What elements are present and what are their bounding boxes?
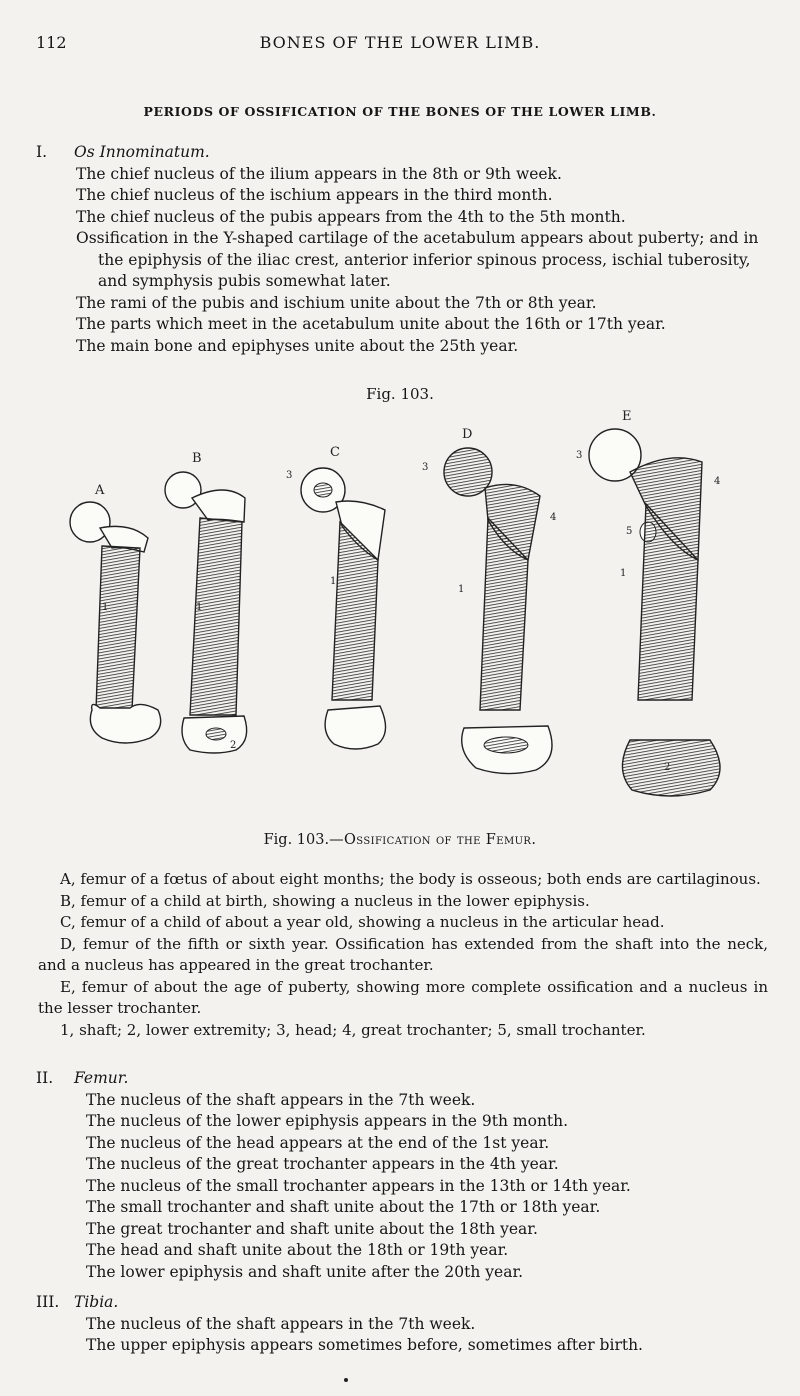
section-name: Os Innominatum. [74,143,210,161]
list-item: The head and shaft unite about the 18th or 19th year. [86,1241,509,1259]
list-item: The chief nucleus of the pubis appears from the 4th to the 5th month. [76,207,626,226]
innominatum-lines [36,164,771,358]
list-item: The nucleus of the head appears at the end of the 1st year. [86,1133,550,1152]
femur-d [422,427,556,774]
caption-number: Fig. 103. [263,832,330,848]
page-number: 112 [36,33,67,52]
section-name: Femur. [74,1069,129,1087]
list-item: The upper epiphysis appears sometimes before, sometimes after birth. [86,1336,643,1354]
femur-ossification-figure [40,410,760,810]
femur-a [70,483,161,743]
section-title: PERIODS OF OSSIFICATION OF THE BONES OF THE LOWER LIMB. [143,104,657,119]
number-label: 4 [714,476,721,487]
tibia-lines [36,1314,771,1357]
caption-title: —Ossification of the Femur. [329,832,537,848]
femur-lines [36,1090,771,1284]
tibia-section [36,1292,771,1357]
innominatum-section [36,142,771,357]
number-label: 3 [576,450,583,461]
bone-label: D [462,427,473,442]
list-item: The lower epiphysis and shaft unite after the 20th year. [86,1262,524,1281]
femur-c [286,445,386,749]
number-label: 1 [102,602,109,613]
running-head: BONES OF THE LOWER LIMB. [259,33,541,52]
femur-heading [36,1068,771,1090]
section-name: Tibia. [74,1293,119,1311]
number-label: 1 [196,602,203,613]
list-item: The rami of the pubis and ischium unite about the 7th or 8th year. [76,293,597,312]
innominatum-heading [36,142,771,164]
number-label: 2 [230,740,237,751]
explanation-b: B, femur of a child at birth, showing a nucleus in the lower epiphysis. [60,891,590,910]
bone-label: C [330,445,340,460]
number-label: 1 [458,584,465,595]
bone-label: A [95,483,105,498]
femur-e [576,410,720,796]
figure-explanation [38,869,768,1041]
explanation-legend: 1, shaft; 2, lower extremity; 3, head; 4, great trochanter; 5, small trochanter. [60,1020,646,1039]
femur-section [36,1068,771,1283]
list-item: The chief nucleus of the ischium appears in the third month. [76,186,553,204]
number-label: 3 [422,462,429,473]
printer-mark [344,1378,348,1382]
number-label: 2 [664,762,671,773]
number-label: 3 [286,470,293,481]
bone-label: B [192,451,202,466]
bone-label: E [622,410,632,424]
list-item: The small trochanter and shaft unite about the 17th or 18th year. [86,1198,601,1216]
tibia-heading [36,1292,771,1314]
explanation-e: E, femur of about the age of puberty, showing more complete ossification and a nucleus in the lesser trochanter. [38,977,768,1017]
explanation-a: A, femur of a fœtus of about eight months; the body is osseous; both ends are cartilaginous. [60,870,761,888]
section-numeral: III. [36,1293,60,1311]
list-item: The nucleus of the shaft appears in the 7th week. [86,1314,476,1333]
explanation-c: C, femur of a child of about a year old, showing a nucleus in the articular head. [60,913,665,931]
figure-caption [0,832,800,848]
femur-b [165,451,247,753]
number-label: 1 [330,576,337,587]
explanation-d: D, femur of the fifth or sixth year. Ossification has extended from the shaft into the neck, and a nucleus has appeared in the great trochanter. [38,934,768,974]
number-label: 1 [620,568,627,579]
list-item: Ossification in the Y-shaped cartilage of the acetabulum appears about puberty; and in the epiphysis of the iliac crest, anterior inferior spinous process, ischial tuberosity, and symphysis pubis somewhat later. [76,229,759,290]
list-item: The nucleus of the small trochanter appears in the 13th or 14th year. [86,1176,631,1195]
section-numeral: I. [36,143,48,161]
figure-label: Fig. 103. [366,385,434,403]
list-item: The great trochanter and shaft unite about the 18th year. [86,1219,538,1238]
list-item: The nucleus of the great trochanter appears in the 4th year. [86,1155,559,1173]
page-header [30,33,770,59]
list-item: The nucleus of the shaft appears in the 7th week. [86,1090,476,1109]
number-label: 5 [626,526,633,537]
list-item: The chief nucleus of the ilium appears in the 8th or 9th week. [76,164,562,183]
section-numeral: II. [36,1069,54,1087]
list-item: The nucleus of the lower epiphysis appears in the 9th month. [86,1112,569,1130]
list-item: The parts which meet in the acetabulum unite about the 16th or 17th year. [76,315,666,333]
list-item: The main bone and epiphyses unite about the 25th year. [76,336,519,355]
number-label: 4 [550,512,557,523]
